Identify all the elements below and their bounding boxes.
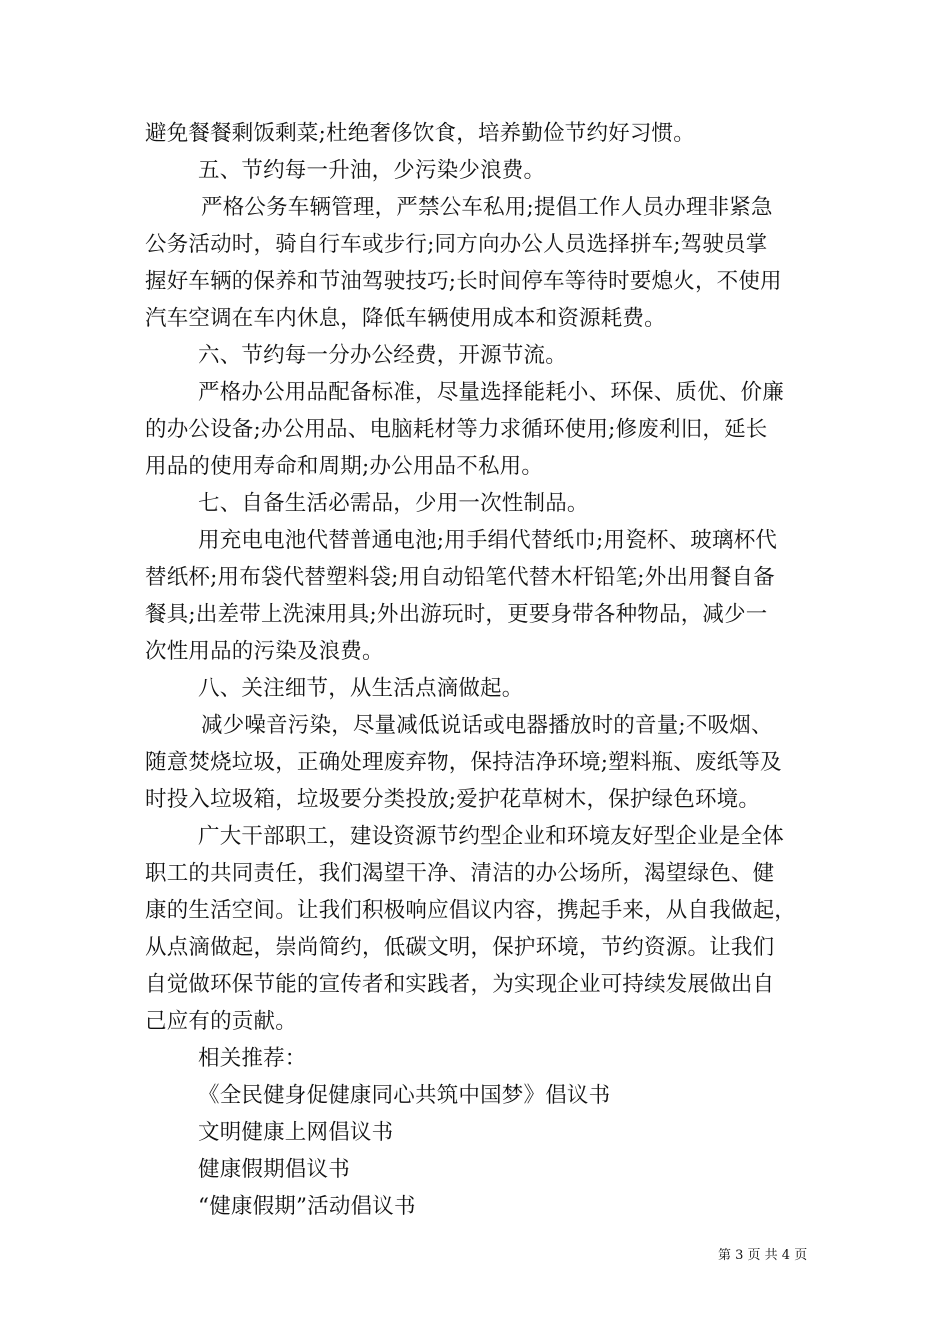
body-text-line: 严格办公用品配备标准，尽量选择能耗小、环保、质优、价廉 [198, 380, 784, 405]
section-heading-6: 六、节约每一分办公经费，开源节流。 [198, 343, 567, 368]
body-text-line: 广大干部职工，建设资源节约型企业和环境友好型企业是全体 [198, 824, 784, 849]
body-text-line: 替纸杯;用布袋代替塑料袋;用自动铅笔代替木杆铅笔;外出用餐自备 [145, 565, 775, 590]
related-link[interactable]: 健康假期倡议书 [198, 1157, 350, 1182]
body-text-line: 公务活动时，骑自行车或步行;同方向办公人员选择拼车;驾驶员掌 [145, 232, 768, 257]
related-link[interactable]: 《全民健身促健康同心共筑中国梦》倡议书 [198, 1083, 611, 1108]
related-heading: 相关推荐： [198, 1046, 307, 1071]
body-text-line: 随意焚烧垃圾，正确处理废弃物，保持洁净环境;塑料瓶、废纸等及 [145, 750, 782, 775]
body-text-line: 握好车辆的保养和节油驾驶技巧;长时间停车等待时要熄火，不使用 [145, 269, 782, 294]
body-text-line: 康的生活空间。让我们积极响应倡议内容，携起手来，从自我做起， [145, 898, 797, 923]
body-text-line: 用品的使用寿命和周期;办公用品不私用。 [145, 454, 544, 479]
section-heading-7: 七、自备生活必需品，少用一次性制品。 [198, 491, 589, 516]
section-heading-5: 五、节约每一升油，少污染少浪费。 [198, 158, 546, 183]
body-text-line: 汽车空调在车内休息，降低车辆使用成本和资源耗费。 [145, 306, 666, 331]
page-number-footer: 第 3 页 共 4 页 [718, 1248, 808, 1263]
body-text-line: 避免餐餐剩饭剩菜;杜绝奢侈饮食，培养勤俭节约好习惯。 [145, 121, 695, 146]
body-text-line: 自觉做环保节能的宣传者和实践者，为实现企业可持续发展做出自 [145, 972, 775, 997]
section-heading-8: 八、关注细节，从生活点滴做起。 [198, 676, 524, 701]
body-text-line: 减少噪音污染，尽量减低说话或电器播放时的音量;不吸烟、 [201, 713, 773, 738]
related-link[interactable]: “健康假期”活动倡议书 [198, 1194, 416, 1219]
body-text-line: 次性用品的污染及浪费。 [145, 639, 384, 664]
body-text-line: 用充电电池代替普通电池;用手绢代替纸巾;用瓷杯、玻璃杯代 [198, 528, 778, 553]
body-text-line: 己应有的贡献。 [145, 1009, 297, 1034]
body-text-line: 的办公设备;办公用品、电脑耗材等力求循环使用;修废利旧，延长 [145, 417, 768, 442]
body-text-line: 严格公务车辆管理，严禁公车私用;提倡工作人员办理非紧急 [201, 195, 773, 220]
body-text-line: 时投入垃圾箱，垃圾要分类投放;爱护花草树木，保护绿色环境。 [145, 787, 761, 812]
body-text-line: 职工的共同责任，我们渴望干净、清洁的办公场所，渴望绿色、健 [145, 861, 775, 886]
body-text-line: 餐具;出差带上洗涑用具;外出游玩时，更要身带各种物品，减少一 [145, 602, 768, 627]
related-link[interactable]: 文明健康上网倡议书 [198, 1120, 394, 1145]
body-text-line: 从点滴做起，崇尚简约，低碳文明，保护环境，节约资源。让我们 [145, 935, 775, 960]
